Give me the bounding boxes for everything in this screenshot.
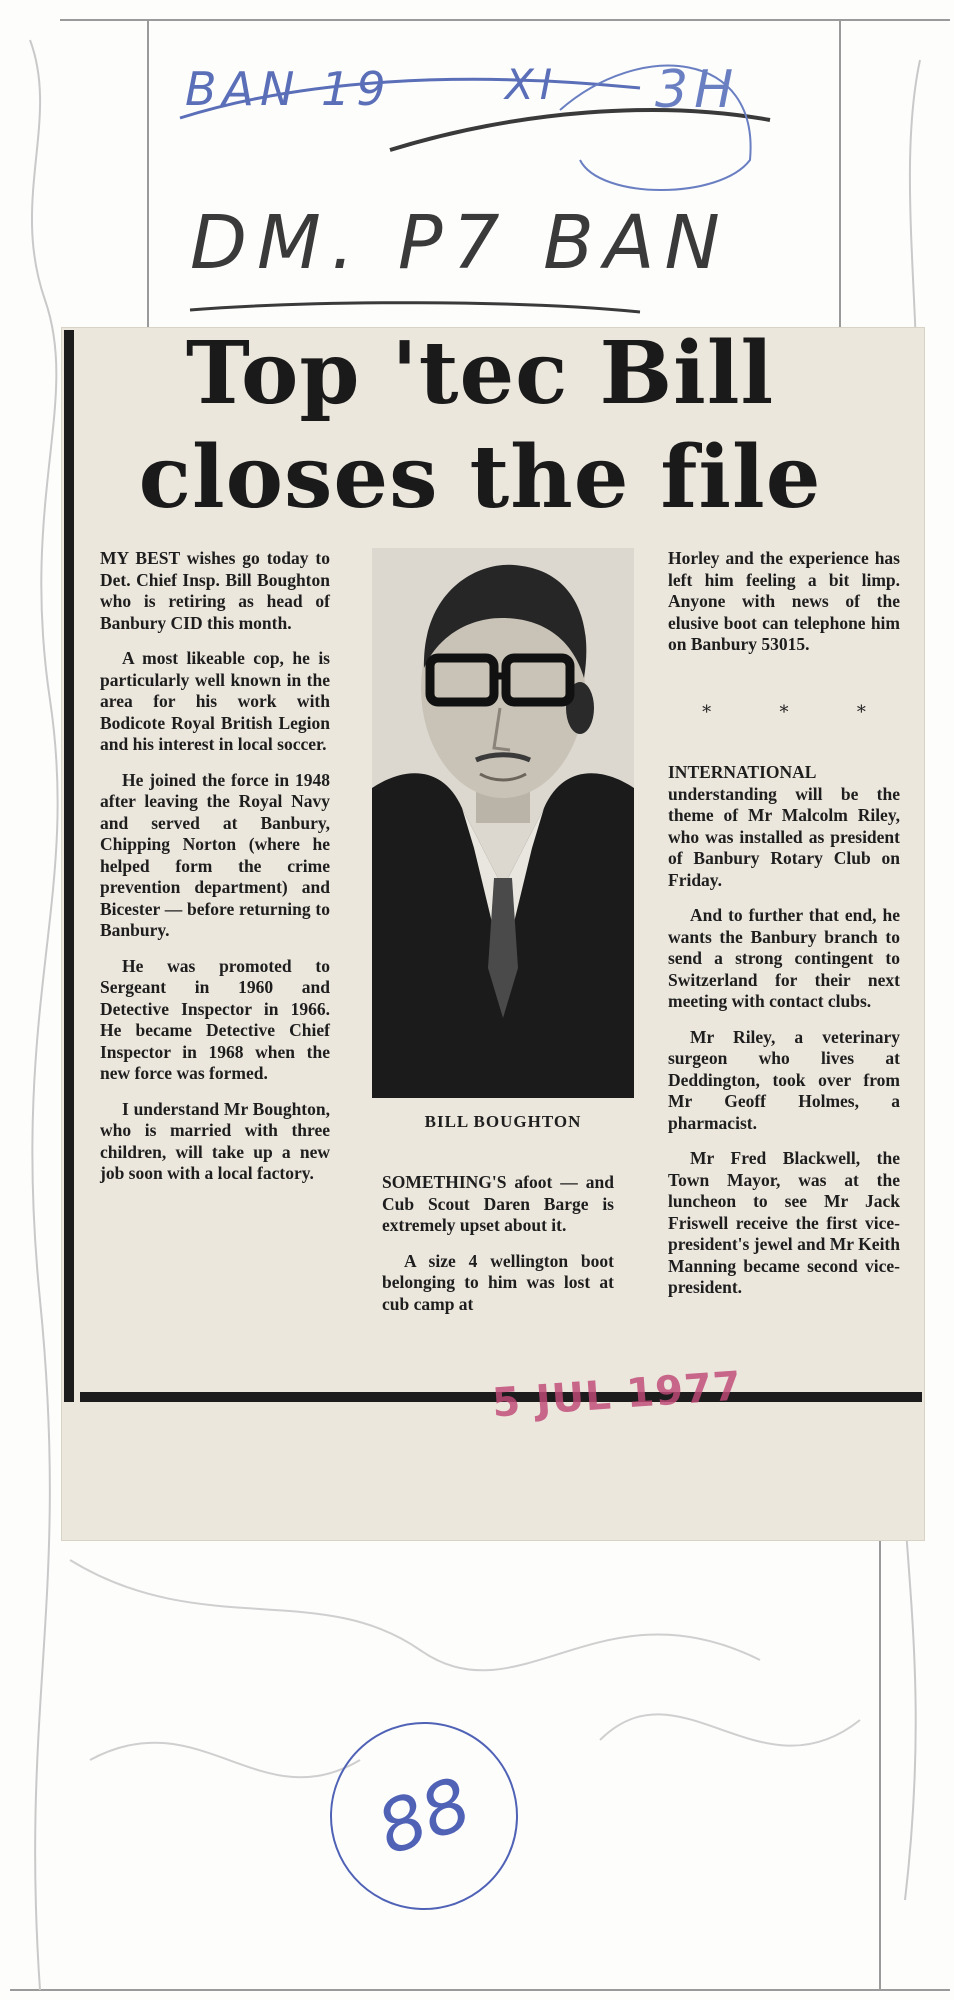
separator-star: * bbox=[779, 702, 789, 723]
article-headline bbox=[100, 322, 860, 530]
headline-line-2: closes the file bbox=[138, 427, 822, 528]
section-separator bbox=[668, 702, 900, 723]
article-column-3-bottom bbox=[668, 762, 900, 1313]
paragraph: Mr Fred Blackwell, the Town Mayor, was at the luncheon to see Mr Jack Friswell receive the first vice-president's jewel and Mr Keith Manning became second vice-president. bbox=[668, 1148, 900, 1297]
paragraph: A most likeable cop, he is particularly well known in the area for his work with Bodicote Royal British Legion and his interest in local soccer. bbox=[100, 648, 330, 754]
paragraph: He was promoted to Sergeant in 1960 and Detective Inspector in 1966. He became Detective Chief Inspector in 1968 when the new force was formed. bbox=[100, 955, 330, 1083]
paragraph: SOMETHING'S afoot — and Cub Scout Daren Barge is extremely upset about it. bbox=[382, 1172, 614, 1235]
circled-handwritten-number: 88 bbox=[304, 1696, 545, 1937]
paragraph: And to further that end, he wants the Banbury branch to send a strong contingent to Switzerland for their next meeting with contact clubs. bbox=[668, 905, 900, 1011]
separator-star: * bbox=[856, 702, 866, 723]
top-handwritten-3h: 3H bbox=[655, 60, 740, 120]
date-stamp: 5 JUL 1977 bbox=[490, 1363, 744, 1427]
article-column-2 bbox=[382, 1172, 614, 1329]
clipping-left-rule bbox=[64, 330, 74, 1402]
headline-line-1: Top 'tec Bill bbox=[185, 323, 775, 424]
article-column-3-top bbox=[668, 548, 900, 670]
paragraph: Horley and the experience has left him feeling a bit limp. Anyone with news of the elusive boot can telephone him on Banbury 53015. bbox=[668, 548, 900, 654]
portrait-photo bbox=[372, 548, 634, 1098]
filing-handwritten-note: DM. P7 BAN bbox=[190, 200, 730, 286]
paragraph: INTERNATIONAL understanding will be the theme of Mr Malcolm Riley, who was installed as president of Banbury Rotary Club on Friday. bbox=[668, 762, 900, 890]
top-handwritten-xi: XI bbox=[505, 60, 559, 109]
article-column-1 bbox=[100, 548, 330, 1199]
paragraph: A size 4 wellington boot belonging to him was lost at cub camp at bbox=[382, 1250, 614, 1314]
paragraph: Mr Riley, a veterinary surgeon who lives at Deddington, took over from Mr Geoff Holmes, a pharmacist. bbox=[668, 1026, 900, 1133]
top-handwritten-note: BAN 19 bbox=[185, 62, 392, 116]
paragraph: He joined the force in 1948 after leaving the Royal Navy and served at Banbury, Chipping Norton (where he helped form the crime prevention department) and Bicester — before returning to Banbury. bbox=[100, 769, 330, 940]
portrait-illustration bbox=[372, 548, 634, 1098]
paragraph: I understand Mr Boughton, who is married with three children, will take up a new job soon with a local factory. bbox=[100, 1098, 330, 1183]
photo-caption: BILL BOUGHTON bbox=[424, 1112, 582, 1131]
separator-star: * bbox=[702, 702, 712, 723]
paragraph: MY BEST wishes go today to Det. Chief Insp. Bill Boughton who is retiring as head of Banbury CID this month. bbox=[100, 548, 330, 633]
